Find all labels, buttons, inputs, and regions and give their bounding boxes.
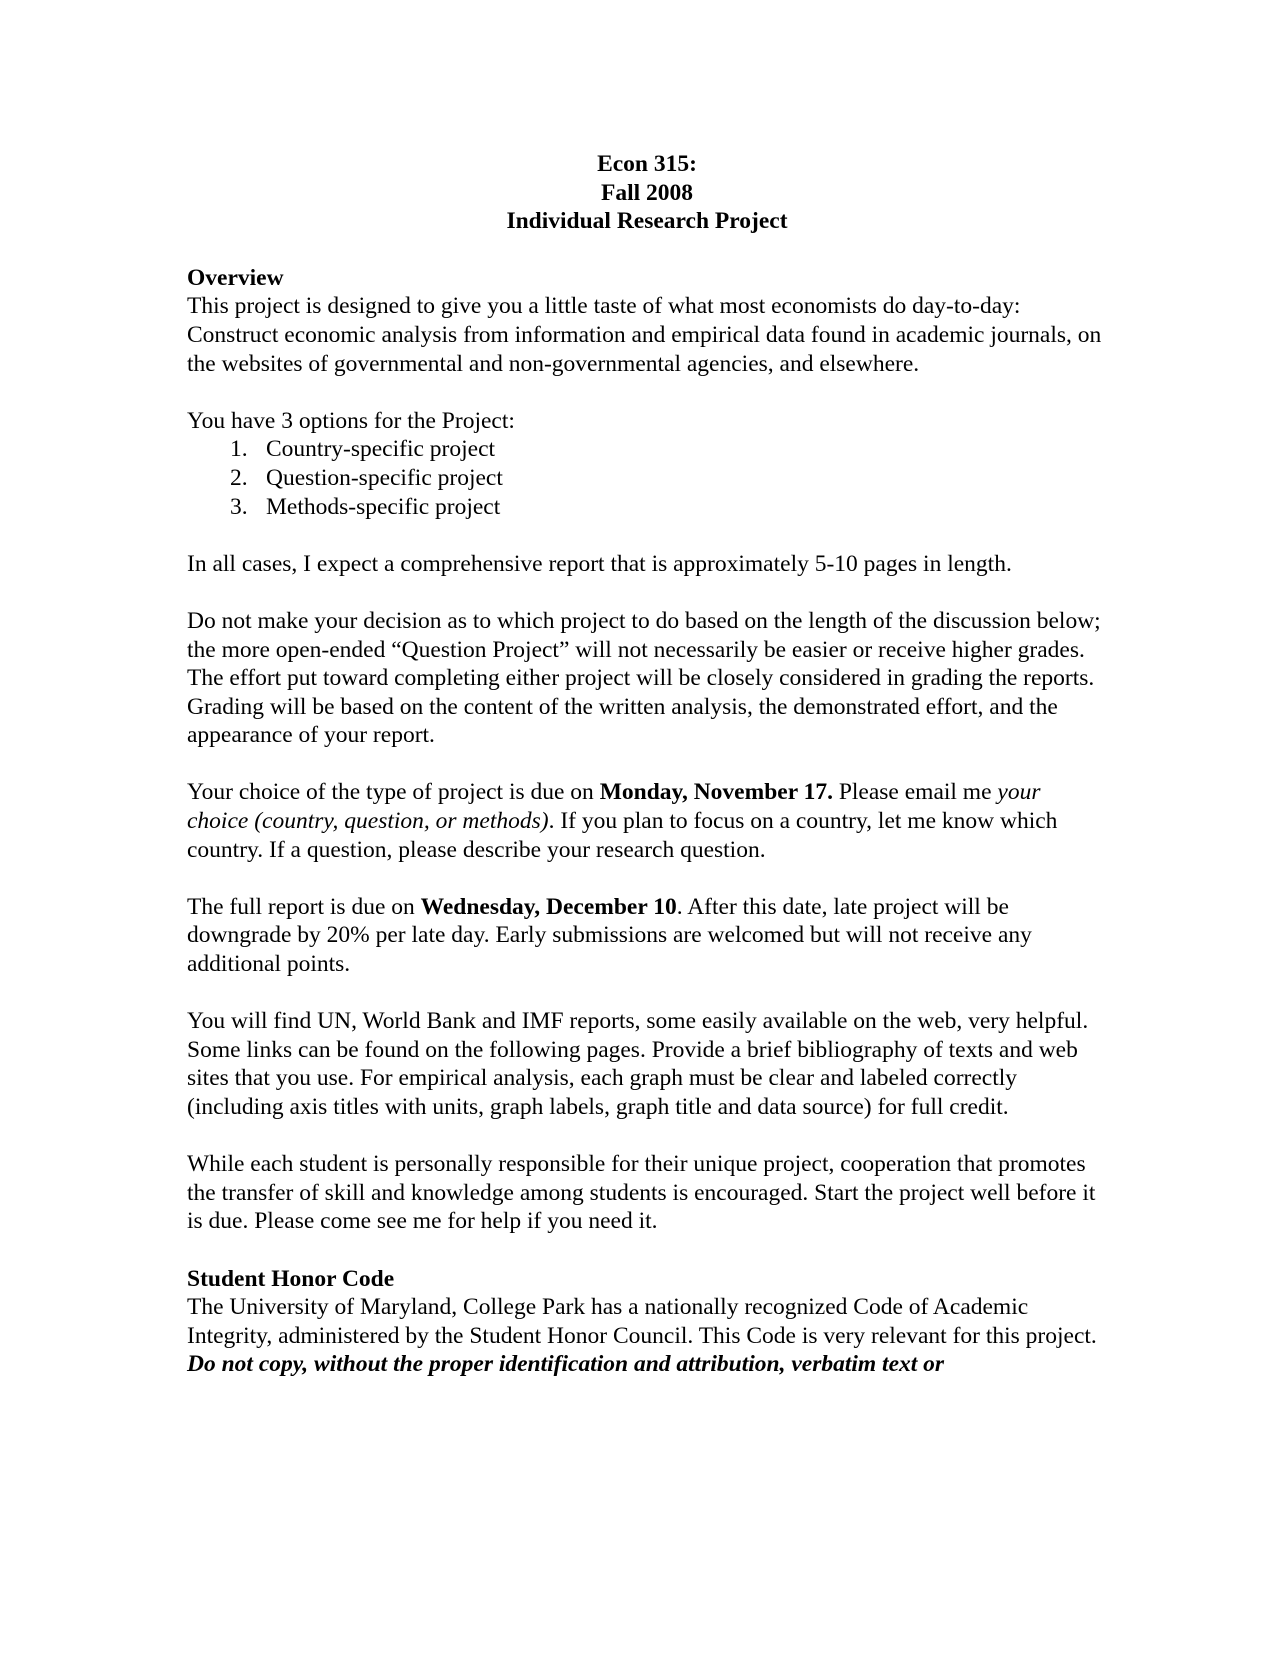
length-note: In all cases, I expect a comprehensive report that is approximately 5-10 pages in length. — [187, 550, 1012, 577]
honor-code-emphasis: Do not copy, without the proper identification and attribution, verbatim text or — [187, 1351, 945, 1378]
options-list — [187, 435, 1107, 521]
choice-due-date: Monday, November 17. — [599, 779, 833, 806]
overview-heading: Overview — [187, 264, 284, 291]
document-body — [187, 150, 1107, 1408]
choice-due-mid: Please email me — [832, 779, 998, 806]
report-due-paragraph — [187, 893, 1107, 979]
choice-due-paragraph — [187, 778, 1107, 864]
honor-code-text: The University of Maryland, College Park has a nationally recognized Code of Academic Integrity, administered by the Student Honor Council. This Code is very relevant for this project. — [187, 1294, 1097, 1349]
honor-code-section — [187, 1265, 1107, 1379]
choice-due-italic: your choice (country, question, or methods) — [187, 779, 1041, 835]
option-item — [230, 493, 1107, 522]
report-due-date: Wednesday, December 10 — [420, 893, 677, 920]
decision-note: Do not make your decision as to which project to do based on the length of the discussion below; the more open-ended “Question Project” will not necessarily be easier or receive higher grades. The effort put toward completing either project will be closely considered in grading the reports. Grading will be based on the content of the written analysis, the demonstrated effort, and the appearance of your report. — [187, 607, 1101, 749]
option-label: Question-specific project — [266, 464, 503, 491]
overview-text: This project is designed to give you a little taste of what most economists do day-to-day: Construct economic analysis from information and empirical data found in academic journals, on the websites of governmental and non-governmental agencies, and elsewhere. — [187, 293, 1102, 377]
option-item — [230, 435, 1107, 464]
document-title-block — [187, 150, 1107, 236]
report-due-post: . After this date, late project will be downgrade by 20% per late day. Early submissions are welcomed but will not receive any additional points. — [187, 893, 1032, 978]
option-label: Methods-specific project — [266, 493, 501, 520]
option-item — [230, 464, 1107, 493]
choice-due-pre: Your choice of the type of project is due on — [187, 779, 600, 806]
option-label: Country-specific project — [266, 436, 496, 463]
options-intro: You have 3 options for the Project: — [187, 407, 515, 434]
choice-due-post: . If you plan to focus on a country, let me know which country. If a question, please describe your research question. — [187, 808, 1058, 863]
cooperation-note: While each student is personally responsible for their unique project, cooperation that promotes the transfer of skill and knowledge among students is encouraged. Start the project well before it is due. Please come see me for help if you need it. — [187, 1151, 1096, 1235]
option-number: 1. — [230, 436, 248, 463]
overview-section — [187, 264, 1107, 378]
honor-code-heading: Student Honor Code — [187, 1265, 395, 1292]
report-due-pre: The full report is due on — [187, 893, 421, 920]
option-number: 2. — [230, 464, 248, 491]
resources-note: You will find UN, World Bank and IMF reports, some easily available on the web, very helpful. Some links can be found on the following pages. Provide a brief bibliography of texts and web sites that you use. For empirical analysis, each graph must be clear and labeled correctly (including axis titles with units, graph labels, graph title and data source) for full credit. — [187, 1008, 1089, 1120]
course-number: Econ 315: — [597, 151, 697, 177]
options-section — [187, 407, 1107, 521]
option-number: 3. — [230, 493, 248, 520]
term: Fall 2008 — [600, 179, 694, 206]
document-title: Individual Research Project — [506, 208, 788, 235]
